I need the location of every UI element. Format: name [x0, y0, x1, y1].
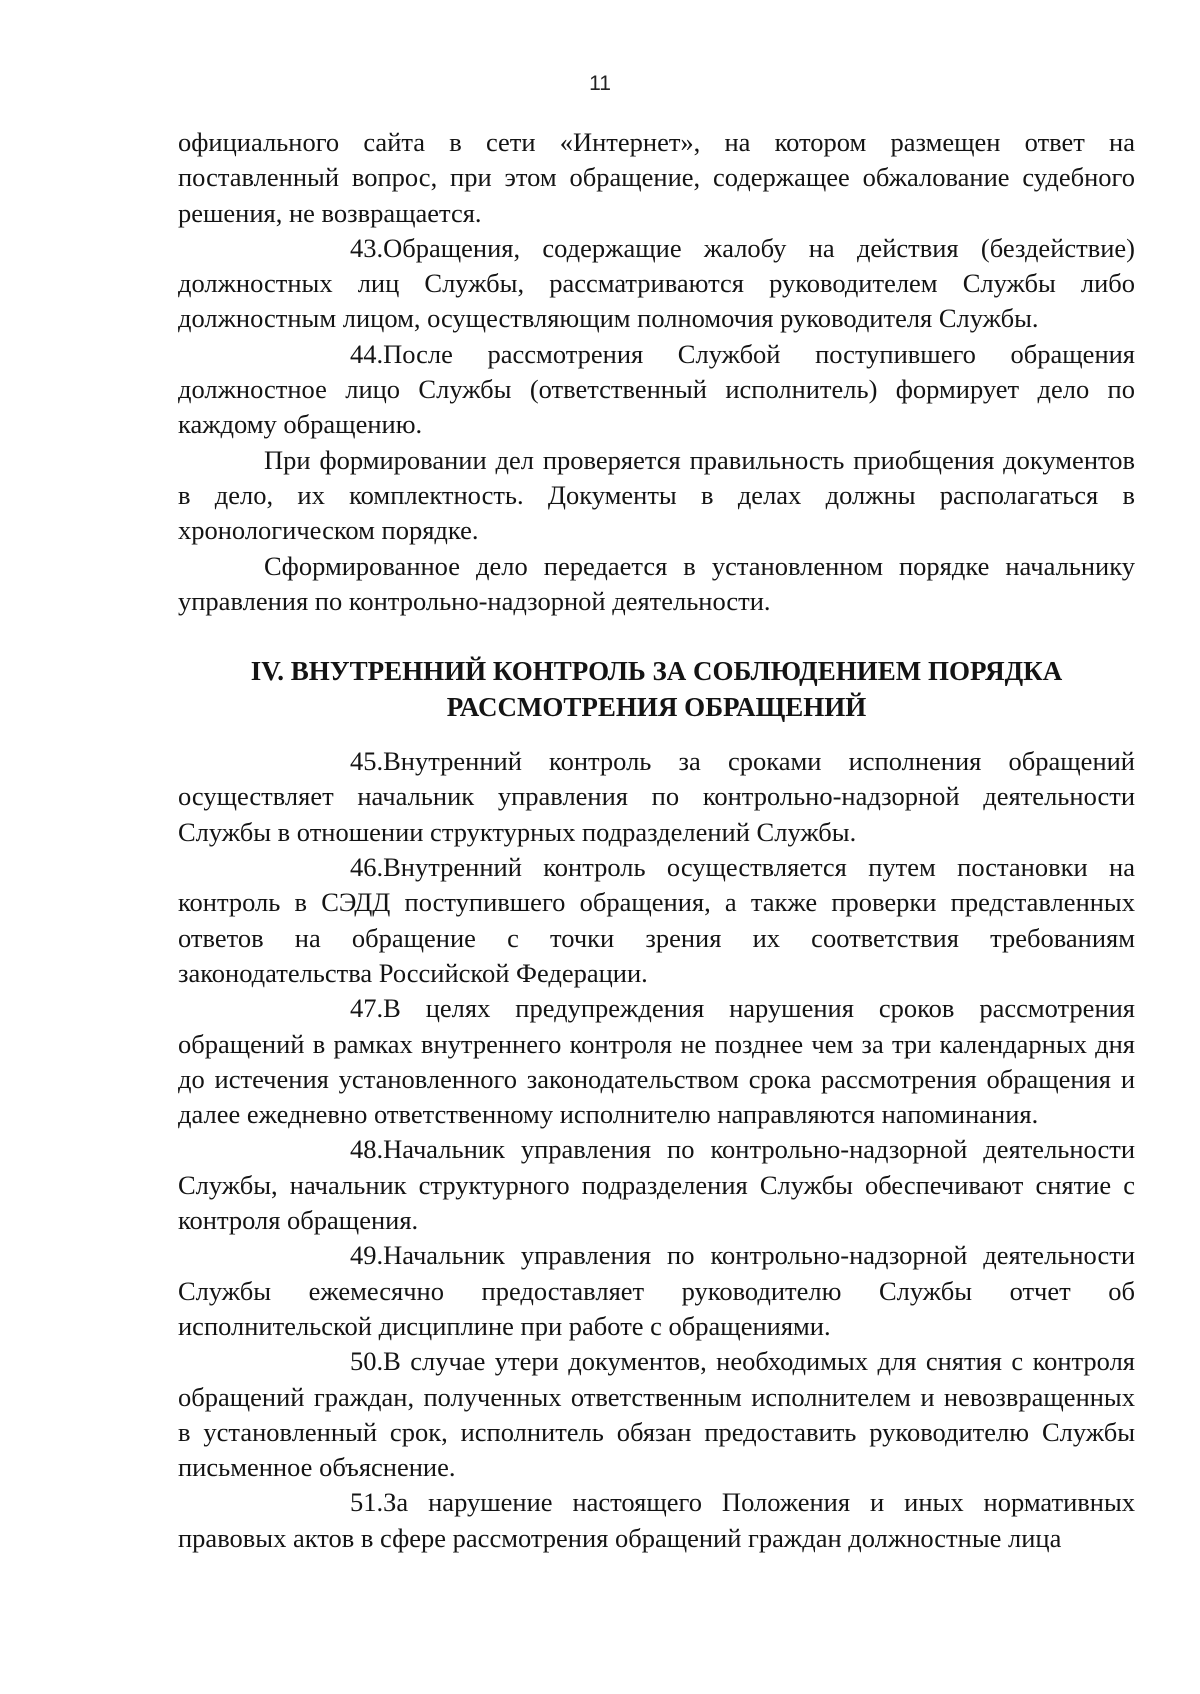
- paragraph-number: 45.: [350, 746, 384, 777]
- paragraph-number: 44.: [350, 338, 384, 369]
- paragraph: [178, 1238, 1135, 1344]
- paragraph-text: Начальник управления по контрольно-надзорной деятельности Службы, начальник структурного подразделения Службы обеспечивают снятие с контроля обращения.: [178, 1134, 1135, 1236]
- section-heading-line-1: IV. ВНУТРЕННИЙ КОНТРОЛЬ ЗА СОБЛЮДЕНИЕМ ПОРЯДКА: [250, 656, 1063, 687]
- section-heading-line-2: РАССМОТРЕНИЯ ОБРАЩЕНИЙ: [446, 692, 867, 723]
- paragraph-number: 49.: [350, 1240, 384, 1271]
- paragraph-text: Начальник управления по контрольно-надзорной деятельности Службы ежемесячно предоставляет руководителю Службы отчет об исполнительской дисциплине при работе с обращениями.: [178, 1240, 1135, 1341]
- paragraph-text: В целях предупреждения нарушения сроков рассмотрения обращений в рамках внутреннего контроля не позднее чем за три календарных дня до истечения установленного законодательством срока рассмотрения обращения и далее ежедневно ответственному исполнителю направляются напоминания.: [178, 993, 1135, 1130]
- paragraph: [178, 1132, 1135, 1238]
- paragraph: [178, 125, 1135, 231]
- paragraphs-before-section: [178, 125, 1135, 619]
- paragraph-number: 48.: [350, 1134, 384, 1165]
- section-heading: [178, 653, 1135, 725]
- page-number: 11: [589, 72, 611, 95]
- paragraph-number: 51.: [350, 1487, 384, 1518]
- paragraph: [178, 337, 1135, 443]
- paragraph: [178, 443, 1135, 549]
- paragraph: [178, 1344, 1135, 1485]
- paragraph-text: Обращения, содержащие жалобу на действия (бездействие) должностных лиц Службы, рассматриваются руководителем Службы либо должностным лицом, осуществляющим полномочия руководителя Службы.: [178, 232, 1135, 334]
- paragraph-text: После рассмотрения Службой поступившего обращения должностное лицо Службы (ответственный исполнитель) формирует дело по каждому обращению.: [178, 338, 1135, 440]
- paragraph-text: Внутренний контроль осуществляется путем постановки на контроль в СЭДД поступившего обращения, а также проверки представленных ответов на обращение с точки зрения их соответствия требованиям законодательства Российской Федерации.: [178, 852, 1135, 988]
- paragraphs-after-section: [178, 744, 1135, 1556]
- paragraph-text: За нарушение настоящего Положения и иных нормативных правовых актов в сфере рассмотрения обращений граждан должностные лица: [178, 1487, 1135, 1553]
- document-body: [178, 125, 1135, 1556]
- paragraph: [178, 1485, 1135, 1556]
- paragraph-text: Внутренний контроль за сроками исполнения обращений осуществляет начальник управления по контрольно-надзорной деятельности Службы в отношении структурных подразделений Службы.: [178, 746, 1135, 847]
- paragraph-text: официального сайта в сети «Интернет», на котором размещен ответ на поставленный вопрос, при этом обращение, содержащее обжалование судебного решения, не возвращается.: [178, 127, 1135, 228]
- paragraph-number: 46.: [350, 852, 384, 883]
- paragraph-number: 50.: [350, 1346, 384, 1377]
- paragraph-number: 47.: [350, 993, 384, 1024]
- paragraph: [178, 991, 1135, 1132]
- paragraph: [178, 549, 1135, 620]
- paragraph-number: 43.: [350, 232, 384, 263]
- paragraph-text: При формировании дел проверяется правильность приобщения документов в дело, их комплектность. Документы в делах должны располагаться в хронологическом порядке.: [178, 444, 1135, 546]
- paragraph-text: Сформированное дело передается в установленном порядке начальнику управления по контрольно-надзорной деятельности.: [178, 550, 1135, 616]
- paragraph-text: В случае утери документов, необходимых для снятия с контроля обращений граждан, полученных ответственным исполнителем и невозвращенных в установленный срок, исполнитель обязан предоставить руководителю Службы письменное объяснение.: [178, 1346, 1135, 1483]
- paragraph: [178, 850, 1135, 991]
- paragraph: [178, 744, 1135, 850]
- paragraph: [178, 231, 1135, 337]
